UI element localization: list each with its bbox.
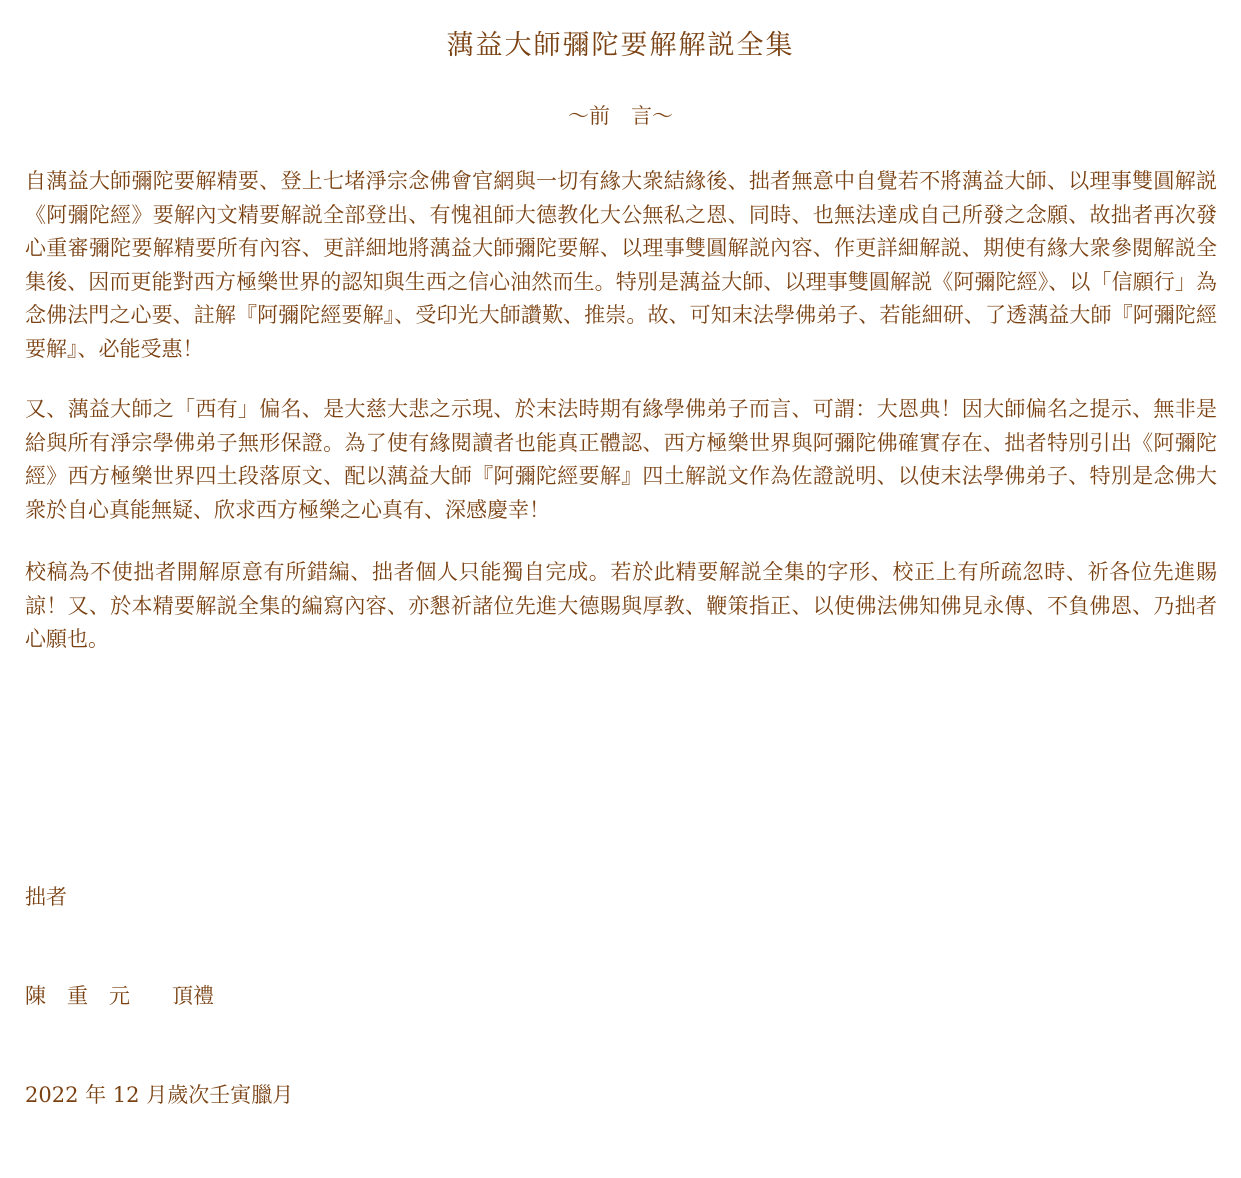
paragraph-3: 校稿為不使拙者開解原意有所錯編、拙者個人只能獨自完成。若於此精要解説全集的字形、校正上有所疏忽時、祈各位先進賜諒！又、於本精要解説全集的編寫內容、亦懇祈諸位先進大德賜與厚教、鞭策指正、以使佛法佛知佛見永傳、不負佛恩、乃拙者心願也。 bbox=[25, 560, 1217, 652]
signature-block bbox=[25, 815, 293, 1178]
signature-line-author: 拙者 bbox=[25, 885, 67, 909]
paragraph-2: 又、蕅益大師之「西有」偏名、是大慈大悲之示現、於末法時期有緣學佛弟子而言、可謂：大恩典！因大師偏名之提示、無非是給與所有淨宗學佛弟子無形保證。為了使有緣閱讀者也能真正體認、西方極樂世界與阿彌陀佛確實存在、拙者特別引出《阿彌陀經》西方極樂世界四土段落原文、配以蕅益大師『阿彌陀經要解』四土解説文作為佐證説明、以使末法學佛弟子、特別是念佛大衆於自心真能無疑、欣求西方極樂之心真有、深感慶幸！ bbox=[25, 397, 1217, 522]
signature-line-name: 陳 重 元 頂禮 bbox=[25, 984, 214, 1008]
document-subtitle: ～前 言～ bbox=[568, 104, 673, 128]
signature-line-date: 2022 年 12 月歲次壬寅臘月 bbox=[25, 1083, 294, 1107]
paragraph-1: 自蕅益大師彌陀要解精要、登上七堵淨宗念佛會官網與一切有緣大衆結緣後、拙者無意中自覺若不將蕅益大師、以理事雙圓解説《阿彌陀經》要解內文精要解説全部登出、有愧祖師大德教化大公無私之恩、同時、也無法達成自己所發之念願、故拙者再次發心重審彌陀要解精要所有內容、更詳細地將蕅益大師彌陀要解、以理事雙圓解説內容、作更詳細解説、期使有緣大衆參閱解説全集後、因而更能對西方極樂世界的認知與生西之信心油然而生。特別是蕅益大師、以理事雙圓解説《阿彌陀經》、以「信願行」為念佛法門之心要、註解『阿彌陀經要解』、受印光大師讚歎、推崇。故、可知末法學佛弟子、若能細研、了透蕅益大師『阿彌陀經要解』、必能受惠！ bbox=[25, 169, 1217, 361]
document-title: 蕅益大師彌陀要解解説全集 bbox=[446, 30, 795, 61]
